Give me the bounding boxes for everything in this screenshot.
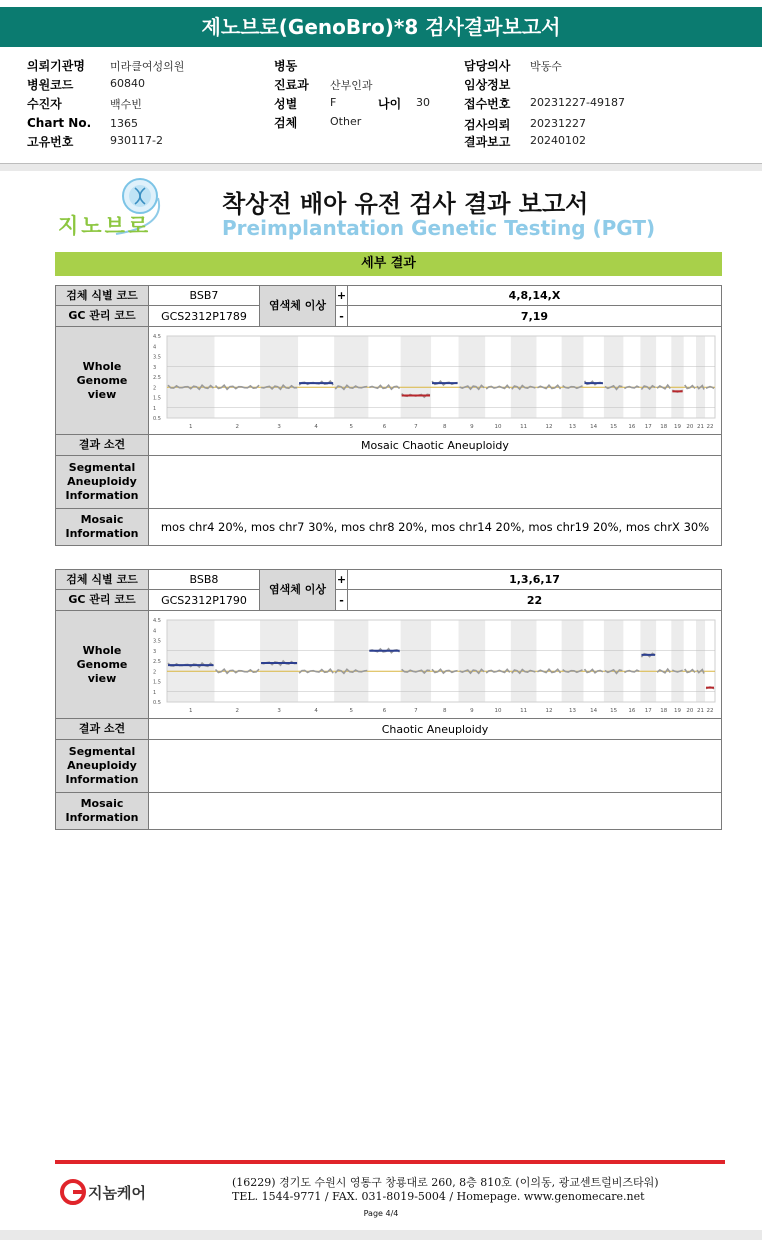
x-tick-label: 18: [660, 707, 668, 714]
sample-result-table-1: [55, 285, 722, 546]
sex-value: F: [330, 96, 337, 109]
whole-genome-label-line1: Whole: [82, 359, 122, 373]
chrom-abnormal-label: 염색체 이상: [260, 570, 336, 611]
whole-genome-label-line1: Whole: [82, 643, 122, 657]
x-tick-label: 20: [686, 423, 694, 430]
sex-label: 성별: [274, 97, 298, 111]
x-tick-label: 1: [188, 707, 193, 714]
y-tick-label: 2.5: [153, 658, 161, 665]
copy-number-trace: [216, 669, 260, 673]
mosaic-label-line2: Information: [65, 811, 139, 824]
sample-id-value: BSB7: [149, 286, 260, 306]
x-tick-label: 15: [610, 707, 618, 714]
y-tick-label: 3.5: [153, 354, 161, 360]
specimen-value: Other: [330, 115, 362, 128]
chromosome-band: [401, 336, 431, 418]
chart-no-value: 1365: [110, 117, 138, 130]
chromosome-band: [459, 336, 486, 418]
y-tick-label: 1.5: [153, 395, 161, 401]
y-tick-label: 3: [153, 648, 157, 655]
segmental-label-line3: Information: [65, 773, 139, 786]
report-date-value: 20240102: [530, 134, 586, 147]
whole-genome-label-line2: Genome: [76, 373, 128, 387]
x-tick-label: 21: [697, 707, 705, 714]
chromosome-band: [640, 336, 656, 418]
y-tick-label: 0.5: [153, 699, 161, 706]
footer-address: (16229) 경기도 수원시 영통구 창룡대로 260, 8층 810호 (이의동, 광교센트럴비즈타워) TEL. 1544-9771 / FAX. 031-8019-5004 / Homepage. www.genomecare.net: [232, 1176, 659, 1203]
gain-chromosomes: 1,3,6,17: [348, 570, 722, 590]
segmental-value: [149, 740, 722, 793]
x-tick-label: 5: [349, 423, 353, 430]
x-tick-label: 12: [545, 423, 553, 430]
mosaic-value: [149, 793, 722, 830]
sample-id-value: BSB8: [149, 570, 260, 590]
copy-number-trace: [299, 669, 333, 673]
y-tick-label: 1: [153, 689, 157, 696]
sample-id-label: 검체 식별 코드: [56, 570, 149, 590]
age-label: 나이: [378, 97, 402, 111]
request-date-label: 검사의뢰: [464, 118, 511, 132]
whole-genome-chart: [149, 612, 723, 718]
detail-results-bar: 세부 결과: [55, 252, 722, 276]
chromosome-band: [511, 336, 537, 418]
chromosome-band: [511, 620, 537, 702]
whole-genome-chart-cell: [149, 327, 722, 435]
doctor-label: 담당의사: [464, 59, 511, 73]
gain-sign: +: [336, 286, 348, 306]
whole-genome-label: [56, 327, 149, 435]
plot-frame: [167, 336, 715, 418]
x-tick-label: 19: [673, 423, 681, 430]
y-tick-label: 2: [153, 384, 157, 391]
gain-sign: +: [336, 570, 348, 590]
x-tick-label: 7: [414, 423, 418, 430]
copy-number-trace: [486, 669, 510, 673]
loss-sign: -: [336, 590, 348, 611]
footer-red-line: [55, 1160, 725, 1164]
gc-code-value: GCS2312P1789: [149, 306, 260, 327]
patient-label: 수진자: [27, 97, 62, 111]
institution-label: 의뢰기관명: [27, 59, 85, 73]
segmental-value: [149, 456, 722, 509]
genobro-logo-text: 지노브로: [58, 214, 152, 238]
hospital-code-label: 병원코드: [27, 78, 74, 92]
whole-genome-label-line3: view: [87, 671, 117, 685]
x-tick-label: 8: [443, 423, 447, 430]
result-finding-value: Mosaic Chaotic Aneuploidy: [149, 435, 722, 456]
x-tick-label: 5: [349, 707, 353, 714]
clinical-info-label: 임상정보: [464, 78, 511, 92]
loss-chromosomes: 22: [348, 590, 722, 611]
x-tick-label: 20: [686, 707, 694, 714]
report-subtitle: Preimplantation Genetic Testing (PGT): [222, 216, 656, 240]
y-tick-label: 1.5: [153, 679, 161, 685]
x-tick-label: 10: [494, 707, 502, 714]
unique-no-value: 930117-2: [110, 134, 163, 147]
chromosome-band: [604, 336, 623, 418]
institution-value: 미라클여성의원: [110, 60, 185, 73]
chromosome-band: [604, 620, 623, 702]
x-tick-label: 13: [569, 423, 577, 430]
mosaic-label: [56, 509, 149, 546]
y-tick-label: 3.5: [153, 638, 161, 644]
doctor-value: 박동수: [530, 60, 562, 73]
plot-frame: [167, 620, 715, 702]
mosaic-label-line1: Mosaic: [80, 513, 124, 526]
x-tick-label: 11: [520, 423, 528, 430]
patient-info-block: [0, 53, 762, 163]
receipt-no-value: 20231227-49187: [530, 96, 625, 109]
department-value: 산부인과: [330, 79, 373, 92]
x-tick-label: 21: [697, 423, 705, 430]
x-tick-label: 16: [628, 707, 636, 714]
copy-number-trace: [216, 385, 260, 389]
whole-genome-label: [56, 611, 149, 719]
report-date-label: 결과보고: [464, 135, 511, 149]
y-tick-label: 0.5: [153, 415, 161, 422]
x-tick-label: 6: [382, 707, 387, 714]
chromosome-band: [334, 620, 368, 702]
x-tick-label: 3: [277, 707, 281, 714]
x-tick-label: 17: [644, 707, 652, 714]
segmental-label-line3: Information: [65, 489, 139, 502]
x-tick-label: 8: [443, 707, 447, 714]
segmental-label: [56, 456, 149, 509]
chromosome-band: [696, 336, 705, 418]
x-tick-label: 2: [235, 707, 240, 714]
header-gray-band: [0, 164, 762, 171]
x-tick-label: 15: [610, 423, 618, 430]
sample-result-table-2: [55, 569, 722, 830]
ward-label: 병동: [274, 59, 298, 73]
gc-code-label: GC 관리 코드: [56, 590, 149, 611]
hospital-code-value: 60840: [110, 77, 145, 90]
gc-code-value: GCS2312P1790: [149, 590, 260, 611]
y-tick-label: 2.5: [153, 374, 161, 381]
chromosome-band: [696, 620, 705, 702]
chromosome-band: [671, 336, 683, 418]
chromosome-band: [401, 620, 431, 702]
y-tick-label: 1: [153, 405, 157, 412]
x-tick-label: 6: [382, 423, 387, 430]
segmental-label-line2: Aneuploidy: [67, 475, 137, 488]
x-tick-label: 12: [545, 707, 553, 714]
receipt-no-label: 접수번호: [464, 97, 511, 111]
x-tick-label: 22: [706, 423, 714, 430]
segmental-label: [56, 740, 149, 793]
age-value: 30: [416, 96, 430, 109]
result-finding-label: 결과 소견: [56, 719, 149, 740]
x-tick-label: 4: [314, 707, 318, 714]
x-tick-label: 22: [706, 707, 714, 714]
x-tick-label: 1: [188, 423, 193, 430]
whole-genome-label-line3: view: [87, 387, 117, 401]
y-tick-label: 3: [153, 364, 157, 371]
x-tick-label: 14: [590, 707, 598, 714]
x-tick-label: 3: [277, 423, 281, 430]
report-header-title: 제노브로(GenoBro)*8 검사결과보고서: [0, 7, 762, 47]
specimen-label: 검체: [274, 116, 298, 130]
x-tick-label: 14: [590, 423, 598, 430]
x-tick-label: 2: [235, 423, 240, 430]
mosaic-label-line1: Mosaic: [80, 797, 124, 810]
x-tick-label: 13: [569, 707, 577, 714]
chromosome-band: [671, 620, 683, 702]
gc-code-label: GC 관리 코드: [56, 306, 149, 327]
chromosome-band: [167, 620, 214, 702]
unique-no-label: 고유번호: [27, 135, 74, 149]
x-tick-label: 9: [470, 707, 474, 714]
whole-genome-chart-cell: [149, 611, 722, 719]
chromosome-band: [562, 620, 584, 702]
chromosome-band: [167, 336, 214, 418]
result-finding-value: Chaotic Aneuploidy: [149, 719, 722, 740]
segmental-label-line1: Segmental: [68, 745, 136, 758]
y-tick-label: 4.5: [153, 617, 161, 624]
chromosome-band: [260, 620, 298, 702]
x-tick-label: 4: [314, 423, 318, 430]
loss-sign: -: [336, 306, 348, 327]
chromosome-band: [640, 620, 656, 702]
x-tick-label: 16: [628, 423, 636, 430]
chromosome-band: [260, 336, 298, 418]
whole-genome-chart: [149, 328, 723, 434]
x-tick-label: 17: [644, 423, 652, 430]
gain-chromosomes: 4,8,14,X: [348, 286, 722, 306]
mosaic-label-line2: Information: [65, 527, 139, 540]
mosaic-label: [56, 793, 149, 830]
x-tick-label: 9: [470, 423, 474, 430]
page-number: Page 4/4: [363, 1209, 399, 1218]
x-tick-label: 18: [660, 423, 668, 430]
loss-chromosomes: 7,19: [348, 306, 722, 327]
copy-number-trace: [685, 669, 695, 673]
segmental-label-line2: Aneuploidy: [67, 759, 137, 772]
report-title: 착상전 배아 유전 검사 결과 보고서: [222, 190, 589, 218]
x-tick-label: 7: [414, 707, 418, 714]
y-tick-label: 4: [153, 627, 157, 634]
request-date-value: 20231227: [530, 117, 586, 130]
x-tick-label: 10: [494, 423, 502, 430]
y-tick-label: 4: [153, 343, 157, 350]
result-finding-label: 결과 소견: [56, 435, 149, 456]
chromosome-band: [562, 336, 584, 418]
copy-number-trace: [486, 385, 510, 389]
y-tick-label: 2: [153, 668, 157, 675]
whole-genome-label-line2: Genome: [76, 657, 128, 671]
patient-value: 백수빈: [110, 98, 142, 111]
chrom-abnormal-label: 염색체 이상: [260, 286, 336, 327]
department-label: 진료과: [274, 78, 309, 92]
copy-number-trace: [685, 385, 695, 389]
genomecare-brand: 지놈케어: [88, 1184, 146, 1202]
y-tick-label: 4.5: [153, 333, 161, 340]
x-tick-label: 19: [673, 707, 681, 714]
sample-id-label: 검체 식별 코드: [56, 286, 149, 306]
footer-gray-band: [0, 1230, 762, 1240]
mosaic-value: mos chr4 20%, mos chr7 30%, mos chr8 20%, mos chr14 20%, mos chr19 20%, mos chrX 30%: [149, 509, 722, 546]
segmental-label-line1: Segmental: [68, 461, 136, 474]
chromosome-band: [459, 620, 486, 702]
x-tick-label: 11: [520, 707, 528, 714]
chromosome-band: [334, 336, 368, 418]
chart-no-label: Chart No.: [27, 116, 92, 130]
